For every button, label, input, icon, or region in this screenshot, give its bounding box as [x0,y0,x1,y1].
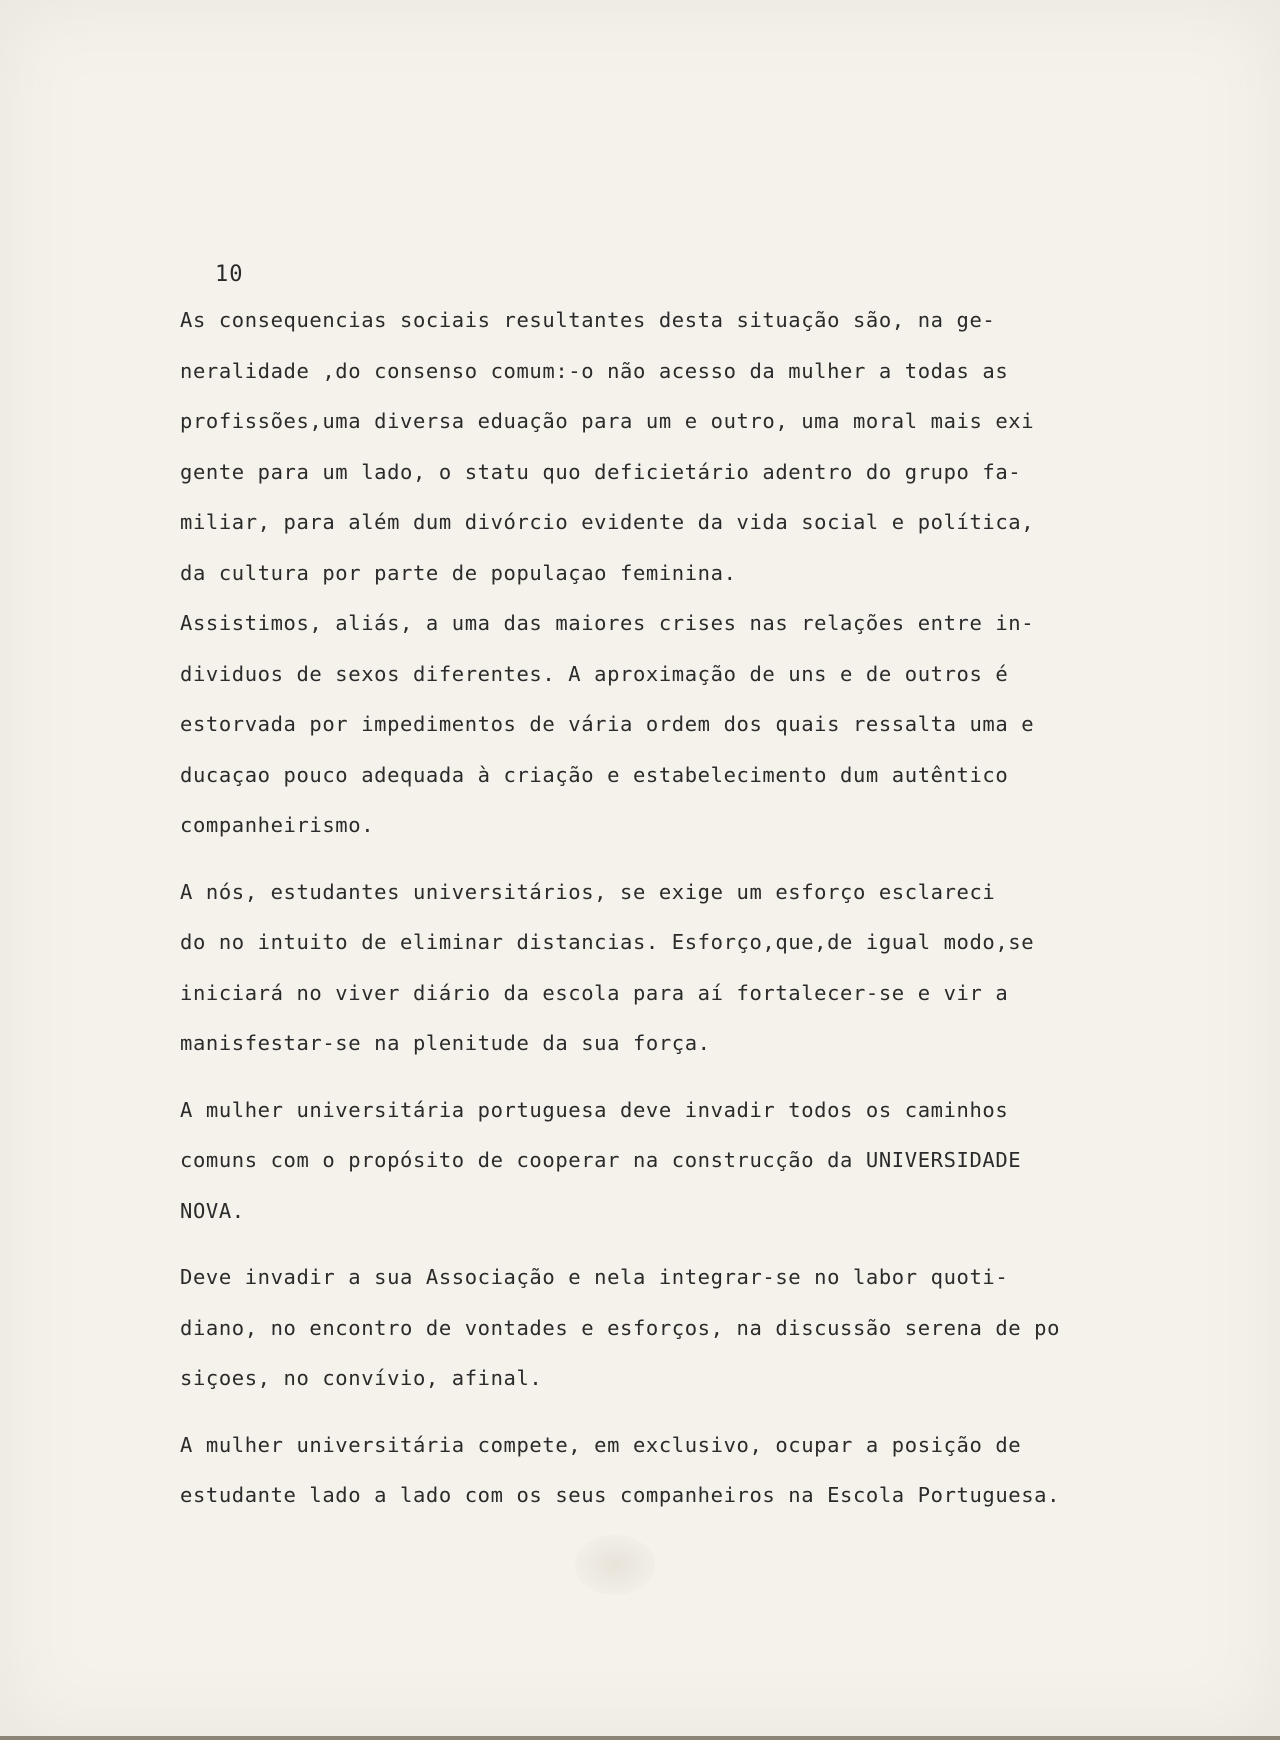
paragraph-gap [180,1404,1230,1420]
paragraph-gap [180,851,1230,867]
text-line: manisfestar-se na plenitude da sua força. [180,1031,711,1055]
text-line: iniciará no viver diário da escola para aí fortalecer-se e vir a [180,980,1009,1005]
page-number: 10 [215,262,244,287]
text-line: do no intuito de eliminar distancias. Esforço,que,de igual modo,se [180,930,1035,954]
text-line: gente para um lado, o statu quo deficietário adentro do grupo fa- [180,459,1022,484]
text-line: miliar, para além dum divórcio evidente da vida social e política, [180,510,1035,534]
text-line: dividuos de sexos diferentes. A aproximação de uns e de outros é [180,661,1009,686]
text-line: Assistimos, aliás, a uma das maiores crises nas relações entre in- [180,611,1035,635]
text-line: Deve invadir a sua Associação e nela integrar-se no labor quoti- [180,1265,1009,1289]
typed-text-body [180,295,1230,1521]
text-line: comuns com o propósito de cooperar na construcção da UNIVERSIDADE [180,1148,1022,1172]
page-edge [0,1736,1280,1740]
text-line: companheirismo. [180,813,375,837]
text-line: siçoes, no convívio, afinal. [180,1366,543,1390]
text-line: estorvada por impedimentos de vária ordem dos quais ressalta uma e [180,712,1035,736]
paragraph-gap [180,1236,1230,1252]
text-line: estudante lado a lado com os seus companheiros na Escola Portuguesa. [180,1483,1061,1507]
text-line: ducaçao pouco adequada à criação e estabelecimento dum autêntico [180,762,1009,787]
text-line: A mulher universitária compete, em exclusivo, ocupar a posição de [180,1432,1022,1457]
text-line: neralidade ,do consenso comum:-o não acesso da mulher a todas as [180,358,1009,383]
paragraph-gap [180,1069,1230,1085]
text-line: profissões,uma diversa eduação para um e outro, uma moral mais exi [180,409,1035,433]
text-line: A mulher universitária portuguesa deve invadir todos os caminhos [180,1097,1009,1122]
text-line: As consequencias sociais resultantes desta situação são, na ge- [180,308,996,332]
text-line: da cultura por parte de populaçao feminina. [180,560,737,585]
text-line: diano, no encontro de vontades e esforços, na discussão serena de po [180,1315,1061,1340]
text-line: NOVA. [180,1198,245,1223]
text-line: A nós, estudantes universitários, se exige um esforço esclareci [180,879,996,904]
paper-stain [575,1535,655,1595]
